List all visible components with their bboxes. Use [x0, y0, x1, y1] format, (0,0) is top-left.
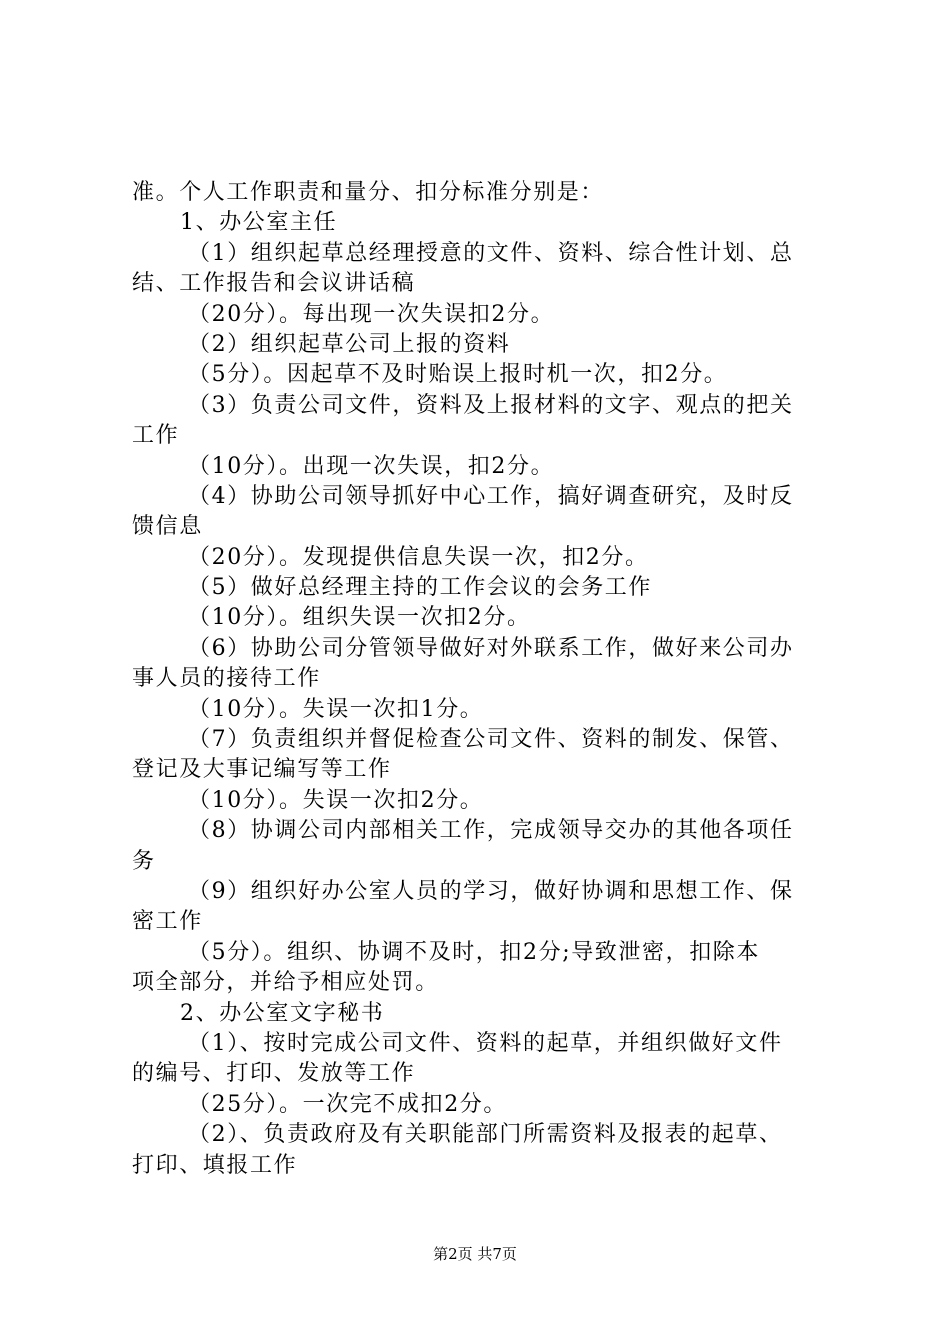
text-line: 项全部分，并给予相应处罚。 — [132, 970, 439, 996]
section-heading: 1、办公室主任 — [180, 210, 338, 236]
text-line: （20分）。每出现一次失误扣2分。 — [188, 301, 555, 327]
page-footer: 第2页 共7页 — [433, 1245, 517, 1263]
text-line: （10分）。出现一次失误，扣2分。 — [188, 453, 555, 479]
text-line: （10分）。失误一次扣1分。 — [188, 696, 484, 722]
text-line: （25分）。一次完不成扣2分。 — [188, 1091, 507, 1117]
text-line: （5分）。因起草不及时贻误上报时机一次，扣2分。 — [188, 362, 728, 388]
text-line: （20分）。发现提供信息失误一次，扣2分。 — [188, 544, 649, 570]
text-line: 登记及大事记编写等工作 — [132, 757, 392, 783]
text-line: （1）组织起草总经理授意的文件、资料、综合性计划、总 — [188, 240, 794, 266]
text-line: （6）协助公司分管领导做好对外联系工作，做好来公司办 — [188, 635, 794, 661]
text-line: （10分）。组织失误一次扣2分。 — [188, 605, 531, 631]
text-line: （1）、按时完成公司文件、资料的起草，并组织做好文件 — [188, 1030, 783, 1056]
text-line: 密工作 — [132, 909, 203, 935]
text-line: 工作 — [132, 423, 180, 449]
text-line: （2）、负责政府及有关职能部门所需资料及报表的起草、 — [188, 1122, 783, 1148]
text-line: 结、工作报告和会议讲话稿 — [132, 271, 416, 297]
text-line: 打印、填报工作 — [132, 1152, 298, 1178]
text-line: 准。个人工作职责和量分、扣分标准分别是： — [132, 180, 605, 205]
section-heading: 2、办公室文字秘书 — [180, 1000, 385, 1026]
text-line: （9）组织好办公室人员的学习，做好协调和思想工作、保 — [188, 878, 794, 904]
text-line: （3）负责公司文件，资料及上报材料的文字、观点的把关 — [188, 392, 794, 418]
text-line: （7）负责组织并督促检查公司文件、资料的制发、保管、 — [188, 727, 794, 753]
text-line: 馈信息 — [132, 514, 203, 540]
text-line: （5）做好总经理主持的工作会议的会务工作 — [188, 575, 652, 601]
body-text — [132, 178, 832, 1181]
text-line: （8）协调公司内部相关工作，完成领导交办的其他各项任 — [188, 818, 794, 844]
text-line: （4）协助公司领导抓好中心工作，搞好调查研究，及时反 — [188, 483, 794, 509]
text-line: 的编号、打印、发放等工作 — [132, 1061, 416, 1087]
text-line: （5分）。组织、协调不及时，扣2分;导致泄密，扣除本 — [188, 939, 761, 965]
text-line: （2）组织起草公司上报的资料 — [188, 331, 511, 357]
text-line: 事人员的接待工作 — [132, 666, 321, 692]
text-line: （10分）。失误一次扣2分。 — [188, 787, 484, 813]
text-line: 务 — [132, 848, 156, 874]
